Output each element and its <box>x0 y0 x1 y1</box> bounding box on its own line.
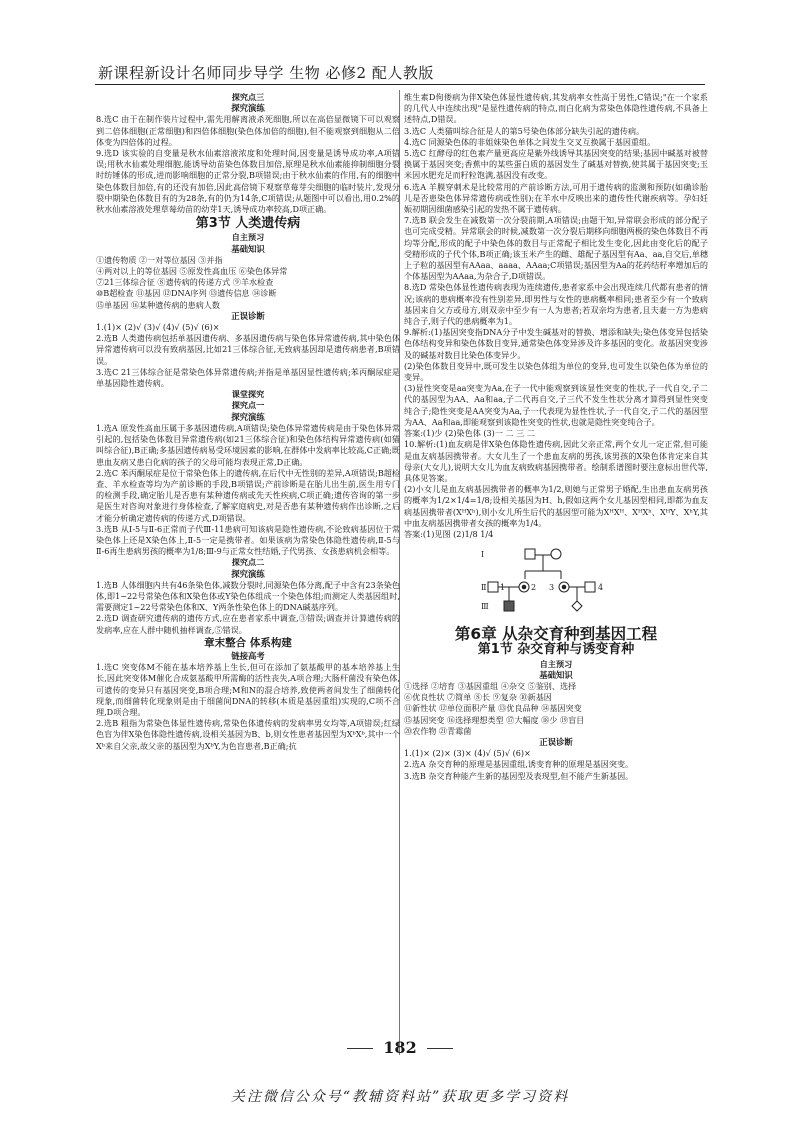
heading-preview: 自主预习 <box>231 232 265 243</box>
answer-paragraph: 3.选B 从Ⅰ-5与Ⅱ-6正常而子代Ⅲ-11患病可知该病是隐性遗传病,不论致病基因位于常染色体上还是X染色体上,Ⅱ-5一定是携带者。如果该病为常染色体隐性遗传病,Ⅱ-5与Ⅱ-6再生患病男孩的概率为1/8;Ⅲ-9与正常女性结婚,子代男孩、女孩患病机会相等。 <box>96 523 400 557</box>
heading-explore-3: 探究点三 <box>231 92 265 102</box>
diagnosis-line: 1.(1)× (2)× (3)× (4)√ (5)√ (6)× <box>404 748 531 759</box>
answer-paragraph: 2.选C 苯丙酮尿症是位于常染色体上的遗传病,在后代中无性别的差异,A项错误;B超检查、羊水检查等均为产前诊断的手段,B项错误;产前诊断是在胎儿出生前,医生用专门的检测手段,确定胎儿是否患有某种遗传病或先天性疾病,C项正确;遗传咨询的第一步是医生对咨询对象进行身体检查,了解家庭病史,对是否患有某种遗传病作出诊断,之后才能分析确定遗传病的传递方式,D项错误。 <box>96 467 400 523</box>
page-number-value: 182 <box>383 1038 417 1057</box>
knowledge-line: ⑳农作物 ㉑青霉菌 <box>404 725 472 736</box>
answer-paragraph: 9.选D 该实验的自变量是秋水仙素溶液浓度和处理时间,因变量是诱导成功率,A项错误;用秋水仙素处理细胞,能诱导幼苗染色体数目加倍,原理是秋水仙素能抑制细胞分裂时纺锤体的形成,进而影响细胞的正常分裂,B项错误;由于秋水仙素的作用,有的细胞中染色体数目加倍,有的还没有加倍,因此高倍镜下观察草莓芽尖细胞的临时装片,发现分裂中期染色体数目有的为28条,有的仍为14条,C项错误;从题图中可以看出,用0.2%的秋水仙素溶液处理草莓幼苗的幼芽1天,诱导成功率较高,D项正确。 <box>96 148 400 215</box>
heading-practice: 探究演练 <box>231 411 265 422</box>
answer-paragraph: 10.解析:(1)血友病是伴X染色体隐性遗传病,因此父亲正常,两个女儿一定正常,但可能是血友病基因携带者。大女儿生了一个患血友病的男孩,该男孩的X染色体肯定来自其母亲(大女儿),说明大女儿为血友病致病基因携带者。绘制系谱图时要注意标出世代等,具体见答案。 <box>404 439 708 483</box>
pedigree-unknown-sex <box>572 601 582 611</box>
answer-paragraph: 4.选C 同源染色体的非姐妹染色单体之间发生交叉互换属于基因重组。 <box>404 136 656 147</box>
heading-basics: 基础知识 <box>539 669 573 680</box>
answer-paragraph: 5.选C 红酵母的红色素产量更高应是紫外线诱导其基因突变的结果;基因中碱基对被替换属于基因突变;香蕉中的某些蛋白质的基因发生了碱基对替换,使其属于基因突变;玉米因水肥充足而籽粒饱满,基因没有改变。 <box>404 148 708 181</box>
answer-paragraph: 8.选C 由于在制作装片过程中,需先用解离液杀死细胞,所以在高倍显微镜下可以观察到二倍体细胞(正常细胞)和四倍体细胞(染色体加倍的细胞),但不能观察到细胞从二倍体变为四倍体的过程。 <box>96 114 400 147</box>
page-header: 新课程新设计名师同步导学 生物 必修2 配人教版 <box>98 64 434 82</box>
generation-label: Ⅲ <box>481 602 489 612</box>
pedigree-female-normal <box>551 549 561 559</box>
knowledge-line: ⑩B超检查 ⑪基因 ⑫DNA序列 ⑬遗传信息 ⑭诊断 <box>96 288 277 299</box>
header-rule <box>95 84 705 85</box>
generation-label: Ⅰ <box>481 550 485 560</box>
answer-line: 答案:(1)少 (2)染色体 (3)一 二 三 二 <box>404 428 535 439</box>
answer-paragraph: 1.选B 人体细胞内共有46条染色体,减数分裂时,同源染色体分离,配子中含有23条染色体,即1~22号常染色体和X染色体或Y染色体组成一个染色体组;而测定人类基因组时,需要测定1~22号常染色体和X、Y两条性染色体上的DNA碱基序列。 <box>96 579 400 613</box>
page-number <box>0 1038 800 1057</box>
page-number-dash <box>427 1048 453 1049</box>
diagnosis-line: 1.(1)× (2)√ (3)√ (4)√ (5)√ (6)× <box>96 322 220 333</box>
section-title: 第3节 人类遗传病 <box>195 216 301 232</box>
answer-paragraph: 2.选D 调查研究遗传病的遗传方式,应在患者家系中调查,③错误;调查并计算遗传病的发病率,应在人群中随机抽样调查,⑤错误。 <box>96 613 400 635</box>
individual-number: 2 <box>531 583 537 593</box>
heading-practice: 探究演练 <box>231 103 265 114</box>
heading-classroom: 课堂探究 <box>231 389 265 400</box>
pedigree-male-normal <box>585 582 595 592</box>
right-column <box>404 92 708 782</box>
heading-practice: 探究演练 <box>231 568 265 579</box>
pedigree-male-normal <box>525 549 535 559</box>
answer-paragraph: 2.选B 粗指为常染色体显性遗传病,常染色体遗传病的发病率男女均等,A项错误;红绿色盲为伴X染色体隐性遗传病,设相关基因为B、b,则女性患者基因型为XᵇXᵇ,其中一个Xᵇ来自父亲,故父亲的基因型为XᵇY,为色盲患者,B正确;抗 <box>96 718 400 751</box>
heading-explore-2: 探究点二 <box>231 557 265 568</box>
answer-paragraph: 维生素D佝偻病为伴X染色体显性遗传病,其发病率女性高于男性,C错误;"在一个家系的几代人中连续出现"是显性遗传病的特点,而白化病为常染色体隐性遗传病,不具备上述特点,D错误。 <box>404 92 708 125</box>
left-column <box>96 92 400 752</box>
answer-paragraph: 7.选B 联会发生在减数第一次分裂前期,A项错误;由题干知,异常联会形成的部分配子也可完成受精。异常联会的时候,减数第一次分裂后期移向细胞两极的染色体数目不再均等分配,形成的配子中染色体的数目与正常配子相比发生变化,因此由变化后的配子受精形成的子代个体,B项正确;该玉米产生的雌、雄配子基因型有Aa、aa,自交后,单穗上子粒的基因型有AAaa、aaaa、AAaa;C项错误;基因型为Aa的花药结籽率增加后的个体基因型为AAaa,为杂合子,D项错误。 <box>404 215 708 282</box>
knowledge-line: ④两对以上的等位基因 ⑤原发性高血压 ⑥染色体异常 <box>96 266 288 277</box>
heading-exam-link: 链接高考 <box>231 650 265 661</box>
knowledge-line: ⑮基因突变 ⑯选择理想类型 ⑰大幅度 ⑱少 ⑲盲目 <box>404 714 585 725</box>
knowledge-line: ⑪新性状 ⑫单位面积产量 ⑬优良品种 ⑭基因突变 <box>404 703 582 714</box>
answer-line: 答案:(1)见图 (2)1/8 1/4 <box>404 528 494 539</box>
individual-number: 1 <box>500 583 506 593</box>
answer-paragraph: 9.解析:(1)基因突变指DNA分子中发生碱基对的替换、增添和缺失;染色体变异包括染色体结构变异和染色体数目变异,通常染色体变异涉及许多基因的变化。故基因突变涉及的碱基对数目比染色体变异少。 <box>404 327 708 360</box>
heading-diagnosis: 正误诊断 <box>231 310 265 321</box>
answer-paragraph: 2.选B 人类遗传病包括单基因遗传病、多基因遗传病与染色体异常遗传病,其中染色体异常遗传病可以没有致病基因,比如21三体综合征,无致病基因却是遗传病患者,B项错误。 <box>96 333 400 366</box>
knowledge-line: ⑮单基因 ⑯某种遗传病的患病人数 <box>96 299 220 310</box>
answer-paragraph: 1.选C 突变体M不能在基本培养基上生长,但可在添加了氨基酸甲的基本培养基上生长,因此突变体M催化合成氨基酸甲所需酶的活性丧失,A项合理;大肠杆菌没有染色体,可遗传的变异只有基因突变,B项合理;M和N的混合培养,致使两者间发生了细菌转化现象,而细菌转化现象则是由于细菌间DNA的转移(本质是基因重组)实现的,C项不合理,D项合理。 <box>96 662 400 717</box>
pedigree-diagram <box>481 543 631 623</box>
knowledge-line: ⑥优良性状 ⑦简单 ⑧长 ⑨复杂 ⑩新基因 <box>404 692 552 703</box>
heading-diagnosis: 正误诊断 <box>539 736 573 747</box>
footer-note: 关注微信公众号“教辅资料站”获取更多学习资料 <box>230 1089 570 1105</box>
individual-number: 4 <box>598 583 604 593</box>
knowledge-line: ⑦21三体综合征 ⑧遗传病的传递方式 ⑨羊水检查 <box>96 277 274 288</box>
answer-paragraph: 1.选A 原发性高血压属于多基因遗传病,A项错误;染色体异常遗传病是由于染色体异常引起的,包括染色体数目异常遗传病(如21三体综合征)和染色体结构异常遗传病(如猫叫综合征),B正确;多基因遗传病易受环境因素的影响,在群体中发病率比较高,C正确;既患血友病又患白化病的孩子的父母可能均表现正常,D正确。 <box>96 422 400 467</box>
pedigree-male-affected <box>504 601 514 611</box>
answer-paragraph: 3.选C 人类猫叫综合征是人的第5号染色体部分缺失引起的遗传病。 <box>404 125 645 136</box>
answer-paragraph: 6.选A 羊膜穿刺术是比较常用的产前诊断方法,可用于遗传病的监测和预防(如确诊胎儿是否患染色体异常遗传病或性别);在羊水中反映出来的遗传性代谢疾病等。孕妇妊娠初期因细菌感染引起的发热不属于遗传病。 <box>404 181 708 215</box>
heading-basics: 基础知识 <box>231 243 265 254</box>
answer-paragraph: (3)显性突变是aa突变为Aa,在子一代中能观察到该显性突变的性状,子一代自交,子二代的基因型为AA、Aa和aa,子二代再自交,子三代不发生性状分离才算得到显性突变纯合子;隐性突变是AA突变为Aa,子一代表现为显性性状,子一代自交,子二代的基因型为AA、Aa和aa,即能观察到该隐性突变的性状,也就是隐性突变纯合子。 <box>404 383 708 427</box>
pedigree-male-normal <box>488 582 498 592</box>
chapter-title: 第6章 从杂交育种到基因工程 <box>454 625 658 644</box>
individual-number: 3 <box>549 583 555 593</box>
answer-paragraph: (2)染色体数目变异中,既可发生以染色体组为单位的变异,也可发生以染色体为单位的变异。 <box>404 360 708 383</box>
answer-paragraph: 8.选D 常染色体显性遗传病表现为连续遗传,患者家系中会出现连续几代都有患者的情况;该病的患病概率没有性别差异,即男性与女性的患病概率相同;患者至少有一个致病基因来自父方或母方,则双亲中至少有一人为患者;若双亲均为患者,且夫妻一方为患病纯合子,则子代的患病概率为1。 <box>404 282 708 327</box>
page-number-dash <box>347 1048 373 1049</box>
section-title: 第1节 杂交育种与诱变育种 <box>477 642 635 658</box>
answer-paragraph: 3.选B 杂交育种能产生新的基因型及表现型,但不能产生新基因。 <box>404 770 634 781</box>
answer-paragraph: (2)小女儿是血友病基因携带者的概率为1/2,则她与正常男子婚配,生出患血友病男孩的概率为1/2×1/4=1/8;设相关基因为H、h,假如这两个女儿基因型相同,即都为血友病基因携带者(XᴴXʰ),则小女儿所生后代的基因型可能为XᴴXᴴ、XᴴXʰ、XᴴY、XʰY,其中血友病基因携带者女孩的概率为1/4。 <box>404 484 708 528</box>
knowledge-line: ①遗传物质 ②一对等位基因 ③并指 <box>96 254 223 265</box>
section-title-summary: 章末整合 体系构建 <box>204 636 292 649</box>
generation-label: Ⅱ <box>481 583 487 593</box>
heading-preview: 自主预习 <box>539 658 573 669</box>
knowledge-line: ①选择 ②培育 ③基因重组 ④杂交 ⑤鉴别、选择 <box>404 680 577 691</box>
answer-paragraph: 2.选A 杂交育种的原理是基因重组,诱变育种的原理是基因突变。 <box>404 759 634 770</box>
answer-paragraph: 3.选C 21三体综合征是常染色体异常遗传病;并指是单基因显性遗传病;苯丙酮尿症是单基因隐性遗传病。 <box>96 366 400 389</box>
heading-explore-1: 探究点一 <box>231 400 265 411</box>
